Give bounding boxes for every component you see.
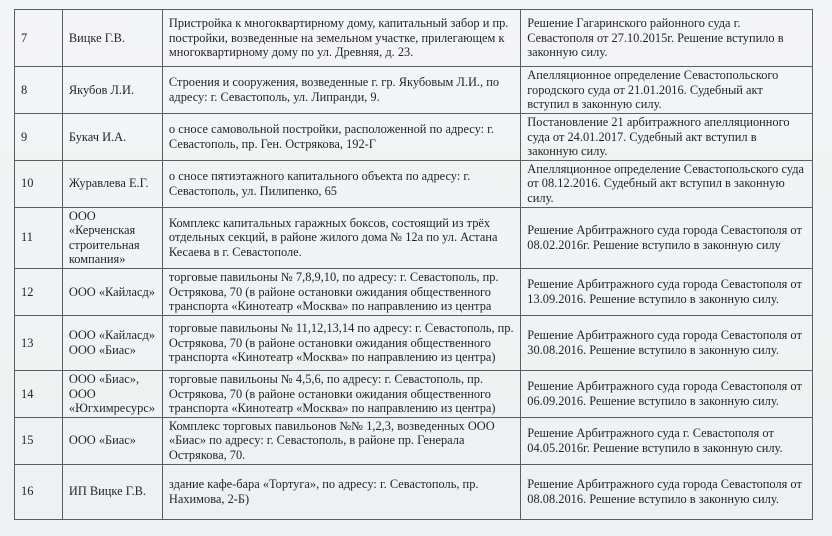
row-number: 15 <box>15 417 63 464</box>
owner-name: ООО «Кайласд» <box>62 268 162 315</box>
table-row <box>15 160 813 207</box>
row-number: 10 <box>15 160 63 207</box>
owner-name: ИП Вицке Г.В. <box>62 464 162 519</box>
row-number: 13 <box>15 315 63 370</box>
owner-name: ООО «Биас», ООО «Югхимресурс» <box>62 370 162 417</box>
court-decision: Решение Гагаринского районного суда г. Севастополя от 27.10.2015г. Решение вступило в законную силу. <box>521 10 813 67</box>
row-number: 14 <box>15 370 63 417</box>
court-decision: Постановление 21 арбитражного апелляционного суда от 24.01.2017. Судебный акт вступил в законную силу. <box>521 114 813 161</box>
row-number: 16 <box>15 464 63 519</box>
table-row <box>15 10 813 67</box>
table-row <box>15 114 813 161</box>
object-description: о сносе самовольной постройки, расположенной по адресу: г. Севастополь, пр. Ген. Острякова, 192-Г <box>162 114 520 161</box>
object-description: торговые павильоны № 4,5,6, по адресу: г. Севастополь, пр. Острякова, 70 (в районе остановки ожидания общественного транспорта «Кинотеатр «Москва» по направлению из центра) <box>162 370 520 417</box>
row-number: 11 <box>15 207 63 268</box>
court-decision: Апелляционное определение Севастопольского суда от 08.12.2016. Судебный акт вступил в законную силу. <box>521 160 813 207</box>
owner-name: Букач И.А. <box>62 114 162 161</box>
owner-name: ООО «Керченская строительная компания» <box>62 207 162 268</box>
object-description: Комплекс торговых павильонов №№ 1,2,3, возведенных ООО «Биас» по адресу: г. Севастополь, в районе пр. Генерала Острякова, 70. <box>162 417 520 464</box>
court-decision: Решение Арбитражного суда города Севастополя от 08.08.2016. Решение вступило в законную силу. <box>521 464 813 519</box>
object-description: Пристройка к многоквартирному дому, капитальный забор и пр. постройки, возведенные на земельном участке, прилегающем к многоквартирному дому по ул. Древняя, д. 23. <box>162 10 520 67</box>
table-row <box>15 370 813 417</box>
court-decision: Решение Арбитражного суда города Севастополя от 30.08.2016. Решение вступило в законную силу. <box>521 315 813 370</box>
table-row <box>15 417 813 464</box>
object-description: торговые павильоны № 11,12,13,14 по адресу: г. Севастополь, пр. Острякова, 70 (в районе остановки ожидания общественного транспорта «Кинотеатр «Москва» по направлению из центра) <box>162 315 520 370</box>
object-description: торговые павильоны № 7,8,9,10, по адресу: г. Севастополь, пр. Острякова, 70 (в районе остановки ожидания общественного транспорта «Кинотеатр «Москва» по направлению из центра <box>162 268 520 315</box>
owner-name: Журавлева Е.Г. <box>62 160 162 207</box>
owner-name: Вицке Г.В. <box>62 10 162 67</box>
object-description: о сносе пятиэтажного капитального объекта по адресу: г. Севастополь, ул. Пилипенко, 65 <box>162 160 520 207</box>
court-decision: Решение Арбитражного суда города Севастополя от 08.02.2016г. Решение вступило в законную силу <box>521 207 813 268</box>
court-decision: Решение Арбитражного суда города Севастополя от 13.09.2016. Решение вступило в законную силу. <box>521 268 813 315</box>
table-row <box>15 464 813 519</box>
court-decision: Апелляционное определение Севастопольского городского суда от 21.01.2016. Судебный акт вступил в законную силу. <box>521 67 813 114</box>
owner-name: ООО «Кайласд» ООО «Биас» <box>62 315 162 370</box>
row-number: 9 <box>15 114 63 161</box>
owner-name: Якубов Л.И. <box>62 67 162 114</box>
row-number: 7 <box>15 10 63 67</box>
object-description: здание кафе-бара «Тортуга», по адресу: г. Севастополь, пр. Нахимова, 2-Б) <box>162 464 520 519</box>
row-number: 8 <box>15 67 63 114</box>
table-row <box>15 207 813 268</box>
table-row <box>15 315 813 370</box>
row-number: 12 <box>15 268 63 315</box>
object-description: Строения и сооружения, возведенные г. гр. Якубовым Л.И., по адресу: г. Севастополь, ул. Липранди, 9. <box>162 67 520 114</box>
table-row <box>15 268 813 315</box>
court-decision: Решение Арбитражного суда города Севастополя от 06.09.2016. Решение вступило в законную силу. <box>521 370 813 417</box>
court-decision: Решение Арбитражного суда г. Севастополя от 04.05.2016г. Решение вступило в законную силу. <box>521 417 813 464</box>
owner-name: ООО «Биас» <box>62 417 162 464</box>
object-description: Комплекс капитальных гаражных боксов, состоящий из трёх отдельных секций, в районе жилого дома № 12а по ул. Астана Кесаева в г. Севастополе. <box>162 207 520 268</box>
demolition-registry-table <box>14 9 813 520</box>
table-row <box>15 67 813 114</box>
